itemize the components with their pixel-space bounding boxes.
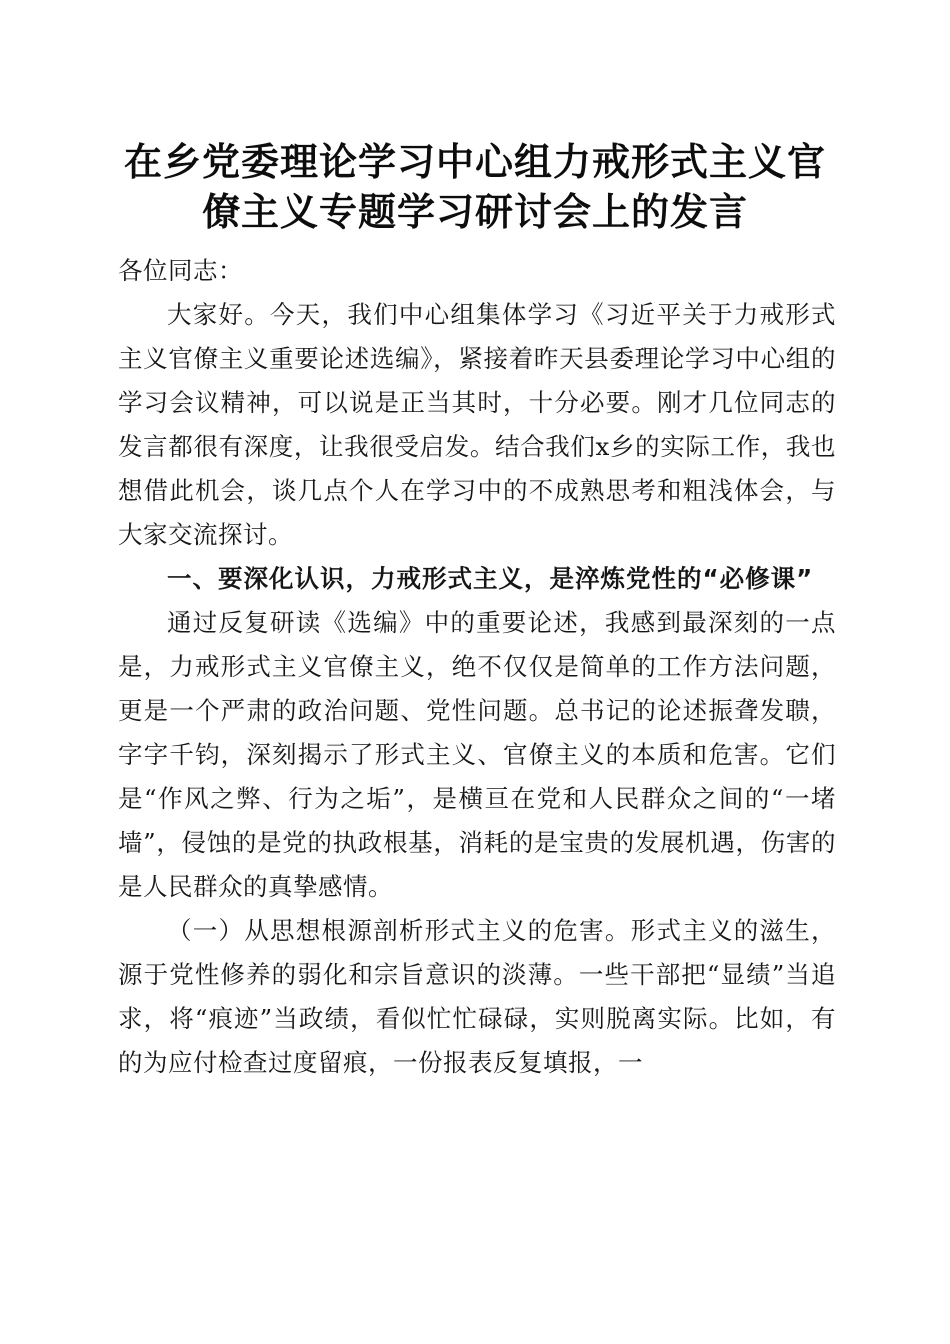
document-title: 在乡党委理论学习中心组力戒形式主义官僚主义专题学习研讨会上的发言 [123, 139, 826, 234]
subsection-1-1-paragraph: （一）从思想根源剖析形式主义的危害。形式主义的滋生，源于党性修养的弱化和宗旨意识的淡薄。一些干部把“显绩”当追求，将“痕迹”当政绩，看似忙忙碌碌，实则脱离实际。比如，有的为应付检查过度留痕，一份报表反复填报，一 [118, 916, 836, 1077]
salutation: 各位同志： [118, 256, 243, 285]
document-body [118, 249, 836, 1085]
intro-paragraph: 大家好。今天，我们中心组集体学习《习近平关于力戒形式主义官僚主义重要论述选编》，紧接着昨天县委理论学习中心组的学习会议精神，可以说是正当其时，十分必要。刚才几位同志的发言都很有深度，让我很受启发。结合我们x乡的实际工作，我也想借此机会，谈几点个人在学习中的不成熟思考和粗浅体会，与大家交流探讨。 [118, 300, 836, 549]
section-1-paragraph: 通过反复研读《选编》中的重要论述，我感到最深刻的一点是，力戒形式主义官僚主义，绝不仅仅是简单的工作方法问题，更是一个严肃的政治问题、党性问题。总书记的论述振聋发聩，字字千钧，深刻揭示了形式主义、官僚主义的本质和危害。它们是“作风之弊、行为之垢”，是横亘在党和人民群众之间的“一堵墙”，侵蚀的是党的执政根基，消耗的是宝贵的发展机遇，伤害的是人民群众的真挚感情。 [118, 608, 836, 901]
section-heading-1: 一、要深化认识，力戒形式主义，是淬炼党性的“必修课” [167, 564, 814, 593]
